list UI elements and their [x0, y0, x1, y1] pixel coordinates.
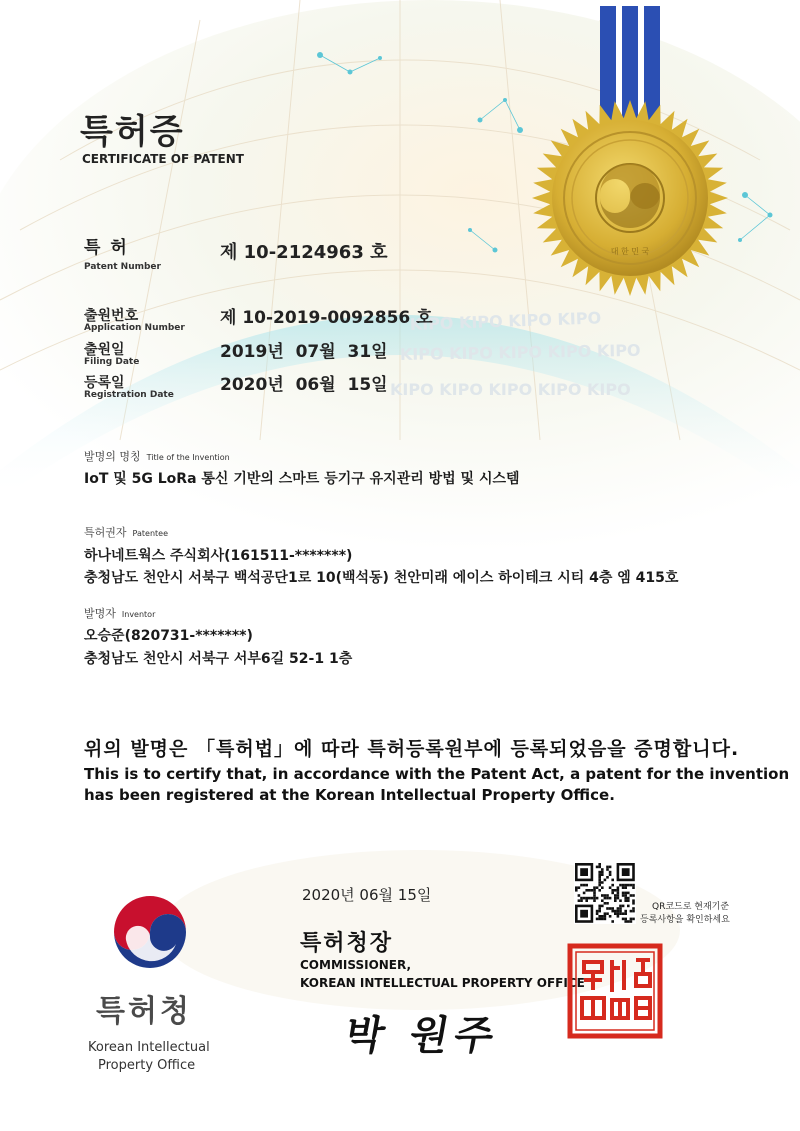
patentee-name: 하나네트웍스 주식회사(161511-*******)	[84, 548, 353, 564]
filing-date: 2019년 07월 31일	[220, 342, 388, 362]
inventor-label-en: Inventor	[121, 610, 156, 619]
kipo-logo-english-line2: Property Office	[98, 1058, 196, 1073]
patent-number: 제 10-2124963 호	[220, 242, 388, 263]
svg-text:KIPO KIPO KIPO KIPO KIPO: KIPO KIPO KIPO KIPO KIPO	[399, 340, 641, 364]
registration-label-en: Registration Date	[84, 390, 174, 400]
invention-label-ko: 발명의 명칭	[84, 450, 141, 463]
application-label-en: Application Number	[84, 323, 185, 333]
commissioner-english-line2: KOREAN INTELLECTUAL PROPERTY OFFICE	[300, 976, 585, 990]
invention-label-en: Title of the Invention	[146, 453, 230, 462]
inventor-name: 오승준(820731-*******)	[84, 628, 253, 644]
patentee-label	[84, 524, 168, 540]
svg-text:KIPO KIPO KIPO KIPO KIPO: KIPO KIPO KIPO KIPO KIPO	[390, 380, 631, 399]
issue-date: 2020년 06월 15일	[302, 886, 432, 904]
invention-label	[84, 448, 230, 464]
commissioner-korean: 특허청장	[300, 931, 394, 956]
patentee-label-en: Patentee	[132, 529, 168, 538]
registration-label-ko: 등록일	[84, 375, 125, 391]
qr-note-line1: QR코드로 현재기준	[652, 902, 730, 912]
filing-label-ko: 출원일	[84, 342, 125, 358]
official-stamp	[566, 942, 664, 1040]
certification-english-line2: has been registered at the Korean Intellectual Property Office.	[84, 786, 615, 804]
patentee-label-ko: 특허권자	[84, 526, 127, 539]
patent-label-ko: 특 허	[84, 238, 129, 258]
invention-title: IoT 및 5G LoRa 통신 기반의 스마트 등기구 유지관리 방법 및 시스템	[84, 471, 520, 487]
commissioner-signature: 박 원주	[341, 1012, 504, 1059]
inventor-label	[84, 605, 155, 621]
patentee-address: 충청남도 천안시 서북구 백석공단1로 10(백석동) 천안미래 에이스 하이테크 시티 4층 엠 415호	[84, 570, 679, 586]
title-korean: 특허증	[80, 112, 185, 152]
certification-korean: 위의 발명은 「특허법」에 따라 특허등록원부에 등록되었음을 증명합니다.	[84, 738, 740, 760]
inventor-label-ko: 발명자	[84, 607, 116, 620]
svg-text:KIPO KIPO KIPO KIPO: KIPO KIPO KIPO KIPO	[409, 308, 602, 334]
registration-date: 2020년 06월 15일	[220, 375, 388, 395]
qr-code[interactable]	[574, 862, 636, 924]
patent-label-en: Patent Number	[84, 262, 161, 272]
application-number: 제 10-2019-0092856 호	[220, 308, 433, 328]
seal-caption: 대 한 민 국	[610, 247, 650, 256]
inventor-address: 충청남도 천안시 서북구 서부6길 52-1 1층	[84, 651, 353, 667]
title-english: CERTIFICATE OF PATENT	[82, 152, 244, 166]
gold-seal	[530, 98, 730, 298]
application-label-ko: 출원번호	[84, 308, 139, 324]
kipo-logo-english-line1: Korean Intellectual	[88, 1040, 210, 1055]
filing-label-en: Filing Date	[84, 357, 140, 367]
kipo-logo-korean: 특허청	[96, 994, 192, 1029]
kipo-logo-emblem	[106, 886, 194, 974]
qr-note-line2: 등록사항을 확인하세요	[640, 915, 730, 925]
commissioner-english-line1: COMMISSIONER,	[300, 958, 412, 972]
certification-english-line1: This is to certify that, in accordance with the Patent Act, a patent for the invention	[84, 765, 790, 783]
